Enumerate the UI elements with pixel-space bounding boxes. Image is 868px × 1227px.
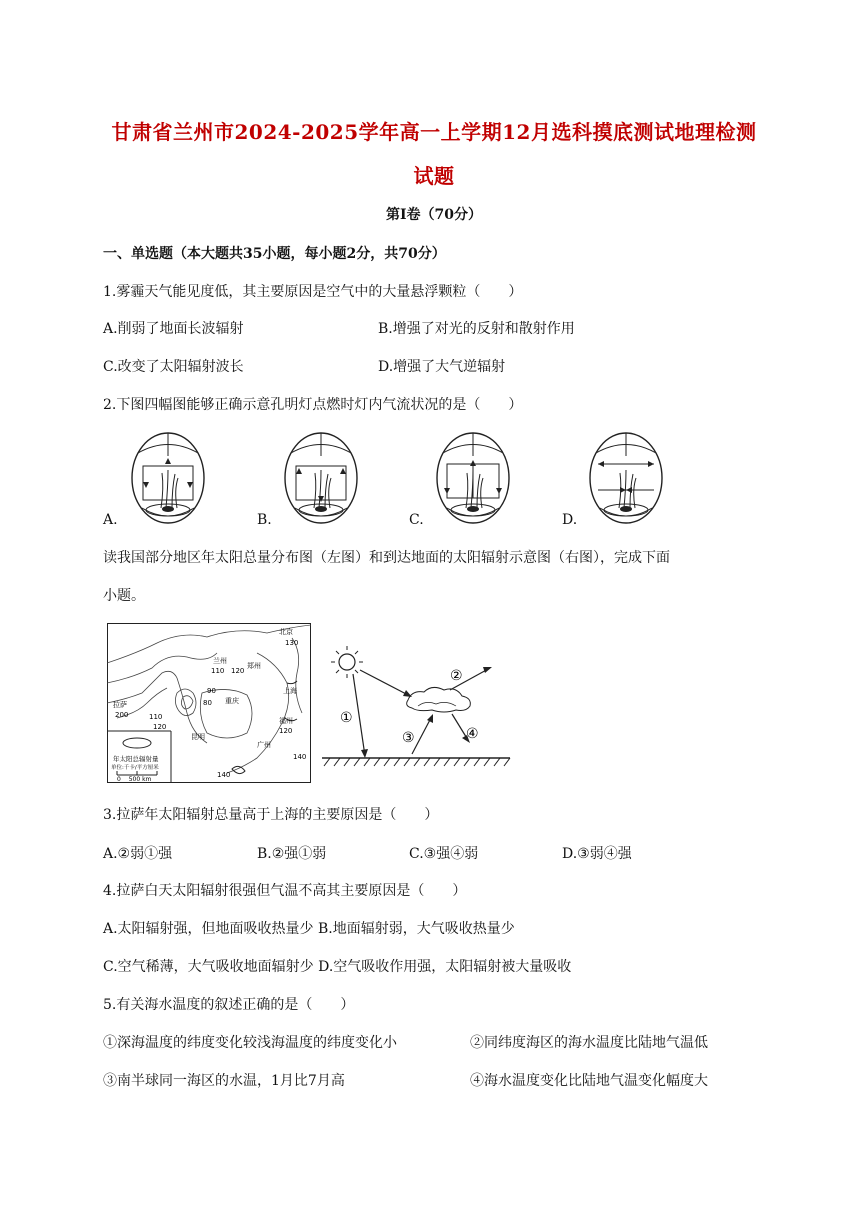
map-value-120-west: 120 bbox=[153, 723, 167, 731]
q4-stem: 4.拉萨白天太阳辐射很强但气温不高其主要原因是（ ） bbox=[103, 883, 467, 899]
map-legend-title: 年太阳总辐射量 bbox=[113, 755, 159, 763]
q3-option-d: D.③弱④强 bbox=[562, 846, 632, 862]
map-value-140-east: 140 bbox=[293, 753, 307, 761]
q2-stem: 2.下图四幅图能够正确示意孔明灯点燃时灯内气流状况的是（ ） bbox=[103, 397, 523, 413]
map-scale: 0 500 km bbox=[117, 776, 152, 783]
q1-option-d: D.增强了大气逆辐射 bbox=[378, 359, 506, 375]
paper-title-line2: 试题 bbox=[413, 164, 455, 188]
map-city-kunming: 昆明 bbox=[191, 733, 205, 741]
marker-3: ③ bbox=[402, 730, 415, 746]
paper-title-line1: 甘肃省兰州市2024-2025学年高一上学期12月选科摸底测试地理检测 bbox=[111, 120, 757, 144]
map-city-lanzhou: 兰州 bbox=[213, 657, 227, 665]
marker-4: ④ bbox=[466, 726, 479, 742]
map-city-fuzhou: 福州 bbox=[279, 717, 293, 725]
map-city-guangzhou: 广州 bbox=[257, 741, 271, 749]
q1-stem: 1.雾霾天气能见度低，其主要原因是空气中的大量悬浮颗粒（ ） bbox=[103, 284, 523, 300]
q4-options-line1: A.太阳辐射强，但地面吸收热量少 B.地面辐射弱，大气吸收热量少 bbox=[103, 921, 515, 937]
q2-label-c: C. bbox=[409, 512, 424, 528]
q2-label-b: B. bbox=[257, 512, 272, 528]
q2-label-d: D. bbox=[562, 512, 578, 528]
reading-line1: 读我国部分地区年太阳总量分布图（左图）和到达地面的太阳辐射示意图（右图），完成下面 bbox=[103, 550, 670, 566]
map-city-shanghai: 上海 bbox=[283, 687, 297, 695]
q5-statement-3: ③南半球同一海区的水温，1月比7月高 bbox=[103, 1073, 345, 1089]
map-value-110: 110 bbox=[211, 667, 225, 675]
map-legend-unit: 单位:千卡/平方厘米 bbox=[111, 765, 159, 771]
q5-statement-1: ①深海温度的纬度变化较浅海温度的纬度变化小 bbox=[103, 1035, 397, 1051]
map-value-80: 80 bbox=[203, 699, 212, 707]
q5-statement-2: ②同纬度海区的海水温度比陆地气温低 bbox=[470, 1035, 708, 1051]
map-city-lhasa: 拉萨 bbox=[113, 701, 127, 709]
map-value-140-south: 140 bbox=[217, 771, 231, 779]
q5-statement-4: ④海水温度变化比陆地气温变化幅度大 bbox=[470, 1073, 708, 1089]
map-value-120-east: 120 bbox=[279, 727, 293, 735]
map-city-zhengzhou: 郑州 bbox=[247, 662, 261, 670]
map-city-chongqing: 重庆 bbox=[225, 697, 239, 705]
part-heading: 一、单选题（本大题共35小题，每小题2分，共70分） bbox=[103, 246, 446, 262]
lantern-figure-d bbox=[586, 428, 666, 526]
map-value-130: 130 bbox=[285, 639, 299, 647]
lantern-figure-c bbox=[433, 428, 513, 526]
q2-label-a: A. bbox=[103, 512, 118, 528]
map-city-beijing: 北京 bbox=[279, 628, 293, 636]
q1-option-a: A.削弱了地面长波辐射 bbox=[103, 321, 244, 337]
map-value-200: 200 bbox=[115, 711, 129, 719]
q3-option-a: A.②弱①强 bbox=[103, 846, 173, 862]
marker-1: ① bbox=[340, 710, 353, 726]
q3-option-b: B.②强①弱 bbox=[257, 846, 327, 862]
q3-stem: 3.拉萨年太阳辐射总量高于上海的主要原因是（ ） bbox=[103, 807, 439, 823]
map-value-90: 90 bbox=[207, 687, 216, 695]
lantern-figure-a bbox=[128, 428, 208, 526]
marker-2: ② bbox=[450, 668, 463, 684]
radiation-diagram bbox=[320, 640, 515, 770]
solar-radiation-map bbox=[107, 623, 311, 783]
section-title: 第Ⅰ卷（70分） bbox=[385, 207, 483, 223]
lantern-figure-b bbox=[281, 428, 361, 526]
reading-line2: 小题。 bbox=[103, 588, 145, 604]
q5-stem: 5.有关海水温度的叙述正确的是（ ） bbox=[103, 997, 355, 1013]
q4-options-line2: C.空气稀薄，大气吸收地面辐射少 D.空气吸收作用强，太阳辐射被大量吸收 bbox=[103, 959, 572, 975]
q1-option-c: C.改变了太阳辐射波长 bbox=[103, 359, 244, 375]
q1-option-b: B.增强了对光的反射和散射作用 bbox=[378, 321, 575, 337]
q3-option-c: C.③强④弱 bbox=[409, 846, 479, 862]
map-value-110-west: 110 bbox=[149, 713, 163, 721]
map-value-120-north: 120 bbox=[231, 667, 245, 675]
